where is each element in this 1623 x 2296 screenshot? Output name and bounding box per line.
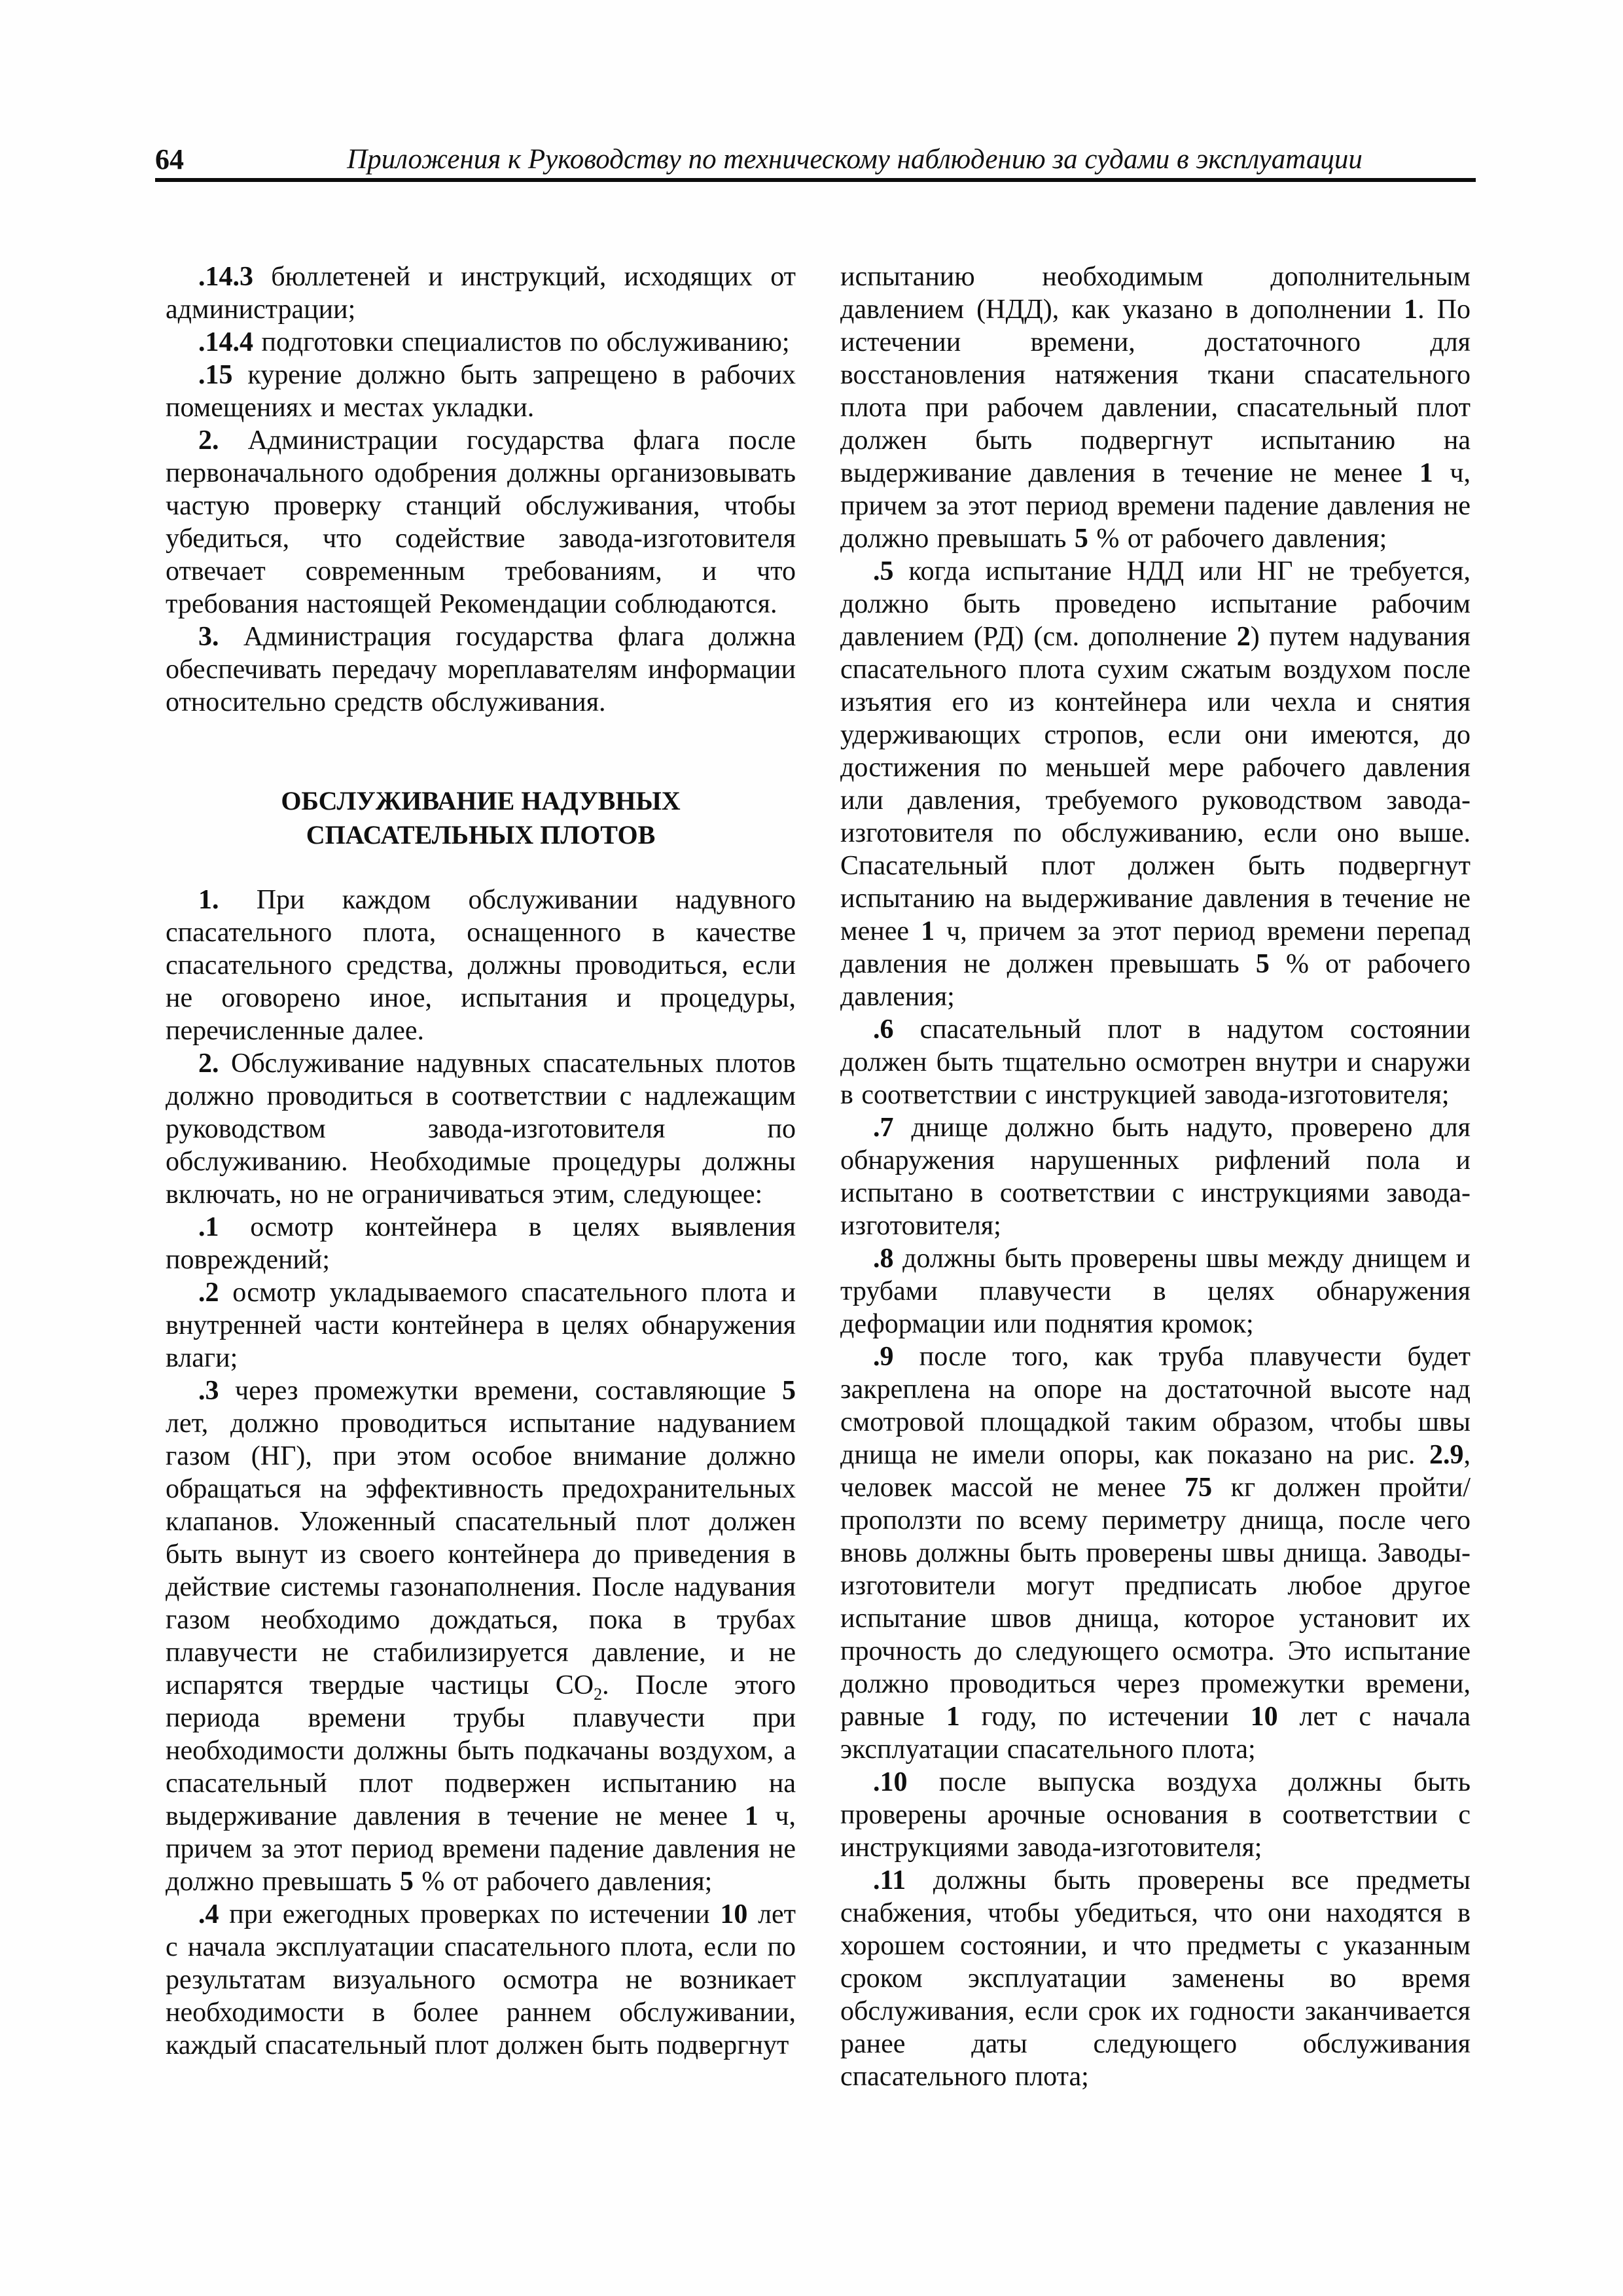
page-header [155,143,1476,177]
text-run: через промежутки времени, составляющие [235,1376,782,1406]
bold-text-run: .15 [198,360,248,390]
text-run: лет, должно проводиться испытание надуванием газом (НГ), при этом особое внимание должно обращаться на эффективность предохранительных клапанов. Уложенный спасательный плот должен быть вынут из своего контейнера до приведения в действие системы газонаполнения. После надувания газом необходимо дождаться, пока в трубах плавучести не стабилизируется давление, и не испарятся твердые частицы СО [166,1408,796,1700]
bold-text-run: 5 [399,1867,422,1897]
text-run: . После этого периода времени трубы плавучести при необходимости должны быть подкачаны воздухом, а спасательный плот подвержен испытанию на выдерживание давления в течение не менее [166,1670,796,1831]
paragraph [166,884,796,1047]
text-run: когда испытание НДД или НГ не требуется, должно быть проведено испытание рабочим давлением (РД) (см. дополнение [840,556,1471,652]
paragraph [840,1340,1471,1766]
paragraph [166,620,796,719]
bold-text-run: 5 [1074,524,1097,554]
text-run: ч, причем за этот период времени падение давления не должно превышать [166,1801,796,1897]
bold-text-run: .10 [873,1767,939,1797]
text-run: ) путем надувания спасательного плота сухим сжатым воздухом после изъятия его из контейнера или чехла и снятия удерживающих стропов, если они имеются, до достижения по меньшей мере рабочего давления или давления, требуемого руководством завода-изготовителя по обслуживанию, если оно выше. Спасательный плот должен быть подвергнут испытанию на выдерживание давления в течение не менее [840,622,1471,946]
text-run: бюллетеней и инструкций, исходящих от администрации; [166,262,796,325]
text-run: осмотр укладываемого спасательного плота и внутренней части контейнера в целях обнаружения влаги; [166,1278,796,1373]
text-run: Обслуживание надувных спасательных плотов должно проводиться в соответствии с надлежащим руководством завода-изготовителя по обслуживанию. Необходимые процедуры должны включать, но не ограничиваться этим, следующее: [166,1049,796,1210]
right-column [840,260,1471,2093]
text-run: ч, причем за этот период времени перепад давления не должен превышать [840,916,1471,979]
text-run: лет с начала эксплуатации спасательного плота, если по результатам визуального осмотра не возникает необходимости в более раннем обслуживании, каждый спасательный плот должен быть подвергнут [166,1899,796,2060]
bold-text-run: 2. [198,1049,231,1079]
paragraph [166,1374,796,1898]
paragraph [166,260,796,326]
text-run: подготовки специалистов по обслуживанию; [261,327,790,357]
paragraph [166,1047,796,1211]
text-run: должны быть проверены швы между днищем и трубами плавучести в целях обнаружения деформации или поднятия кромок; [840,1244,1471,1339]
bold-text-run: .3 [198,1376,235,1406]
bold-text-run: .7 [873,1113,912,1143]
bold-text-run: .11 [873,1865,933,1895]
bold-text-run: 1 [1419,458,1450,488]
text-run: % от рабочего давления; [1096,524,1387,554]
text-run: % от рабочего давления; [840,949,1471,1012]
text-run: % от рабочего давления; [421,1867,713,1897]
page-number: 64 [155,143,184,175]
text-run: должны быть проверены все предметы снабжения, чтобы убедиться, что они находятся в хорошем состоянии, и что предметы с указанным сроком эксплуатации заменены во время обслуживания, если срок их годности заканчивается ранее даты следующего обслуживания спасательного плота; [840,1865,1471,2092]
bold-text-run: 2. [198,425,248,456]
bold-text-run: 10 [1250,1702,1300,1732]
paragraph [840,260,1471,555]
paragraph [840,1766,1471,1864]
paragraph [166,424,796,620]
paragraph [166,1211,796,1276]
text-run: лет с начала эксплуатации спасательного плота; [840,1702,1471,1765]
bold-text-run: .6 [873,1014,920,1045]
text-run: осмотр контейнера в целях выявления повреждений; [166,1212,796,1275]
text-run: Администрации государства флага после первоначального одобрения должны организовывать частую проверку станций обслуживания, чтобы убедиться, что содействие завода-изготовителя отвечает современным требованиям, и что требования настоящей Рекомендации соблюдаются. [166,425,796,619]
bold-text-run: 1 [921,916,947,946]
bold-text-run: .14.3 [198,262,272,292]
paragraph [166,1898,796,2062]
section-heading [166,784,796,852]
header-rule-divider [155,178,1476,182]
bold-text-run: .5 [873,556,909,586]
bold-text-run: 5 [1255,949,1287,979]
paragraph [166,359,796,424]
subscript-text: 2 [594,1685,603,1704]
text-run: при ежегодных проверках по истечении [229,1899,721,1929]
text-run: , человек массой не менее [840,1440,1471,1503]
text-run: году, по истечении [981,1702,1251,1732]
text-run: после того, как труба плавучести будет закреплена на опоре на достаточной высоте над смотровой площадкой таким образом, чтобы швы днища не имели опоры, как показано на рис. [840,1342,1471,1470]
text-run: курение должно быть запрещено в рабочих помещениях и местах укладки. [166,360,796,423]
text-run: испытанию необходимым дополнительным давлением (НДД), как указано в дополнении [840,262,1471,325]
left-column [166,260,796,2062]
text-run: кг должен пройти/проползти по всему периметру днища, после чего вновь должны быть проверены швы днища. Заводы-изготовители могут предписать любое другое испытание швов днища, которое установит их прочность до следующего осмотра. Это испытание должно проводиться через промежутки времени, равные [840,1473,1471,1732]
paragraph [840,1111,1471,1242]
paragraph [840,1864,1471,2093]
bold-text-run: 1 [946,1702,982,1732]
paragraph [166,326,796,359]
text-run: ч, причем за этот период времени падение давления не должно превышать [840,458,1471,554]
bold-text-run: 2.9 [1429,1440,1464,1470]
paragraph [840,555,1471,1013]
bold-text-run: .14.4 [198,327,262,357]
bold-text-run: .9 [873,1342,919,1372]
text-run: днище должно быть надуто, проверено для обнаружения нарушенных рифлений пола и испытано в соответствии с инструкциями завода-изготовителя; [840,1113,1471,1241]
text-run: ОБСЛУЖИВАНИЕ НАДУВНЫХ СПАСАТЕЛЬНЫХ ПЛОТОВ [281,786,681,850]
bold-text-run: 2 [1236,622,1251,652]
text-run: Администрация государства флага должна обеспечивать передачу мореплавателям информации относительно средств обслуживания. [166,622,796,717]
bold-text-run: 75 [1185,1473,1231,1503]
bold-text-run: 5 [782,1376,796,1406]
paragraph [166,1276,796,1374]
text-run: после выпуска воздуха должны быть проверены арочные основания в соответствии с инструкциями завода-изготовителя; [840,1767,1471,1863]
running-title: Приложения к Руководству по техническому наблюдению за судами в эксплуатации [347,144,1363,175]
text-run: При каждом обслуживании надувного спасательного плота, оснащенного в качестве спасательного средства, должны проводиться, если не оговорено иное, испытания и процедуры, перечисленные далее. [166,885,796,1046]
bold-text-run: .1 [198,1212,251,1242]
text-run: . По истечении времени, достаточного для восстановления натяжения ткани спасательного плота при рабочем давлении, спасательный плот должен быть подвергнут испытанию на выдерживание давления в течение не менее [840,295,1471,488]
bold-text-run: 3. [198,622,243,652]
bold-text-run: .2 [198,1278,233,1308]
bold-text-run: 10 [720,1899,758,1929]
bold-text-run: 1. [198,885,257,915]
bold-text-run: .8 [873,1244,903,1274]
bold-text-run: .4 [198,1899,230,1929]
text-run: спасательный плот в надутом состоянии должен быть тщательно осмотрен внутри и снаружи в соответствии с инструкцией завода-изготовителя; [840,1014,1471,1110]
bold-text-run: 1 [744,1801,776,1831]
bold-text-run: 1 [1404,295,1418,325]
paragraph [840,1013,1471,1111]
paragraph [840,1242,1471,1340]
